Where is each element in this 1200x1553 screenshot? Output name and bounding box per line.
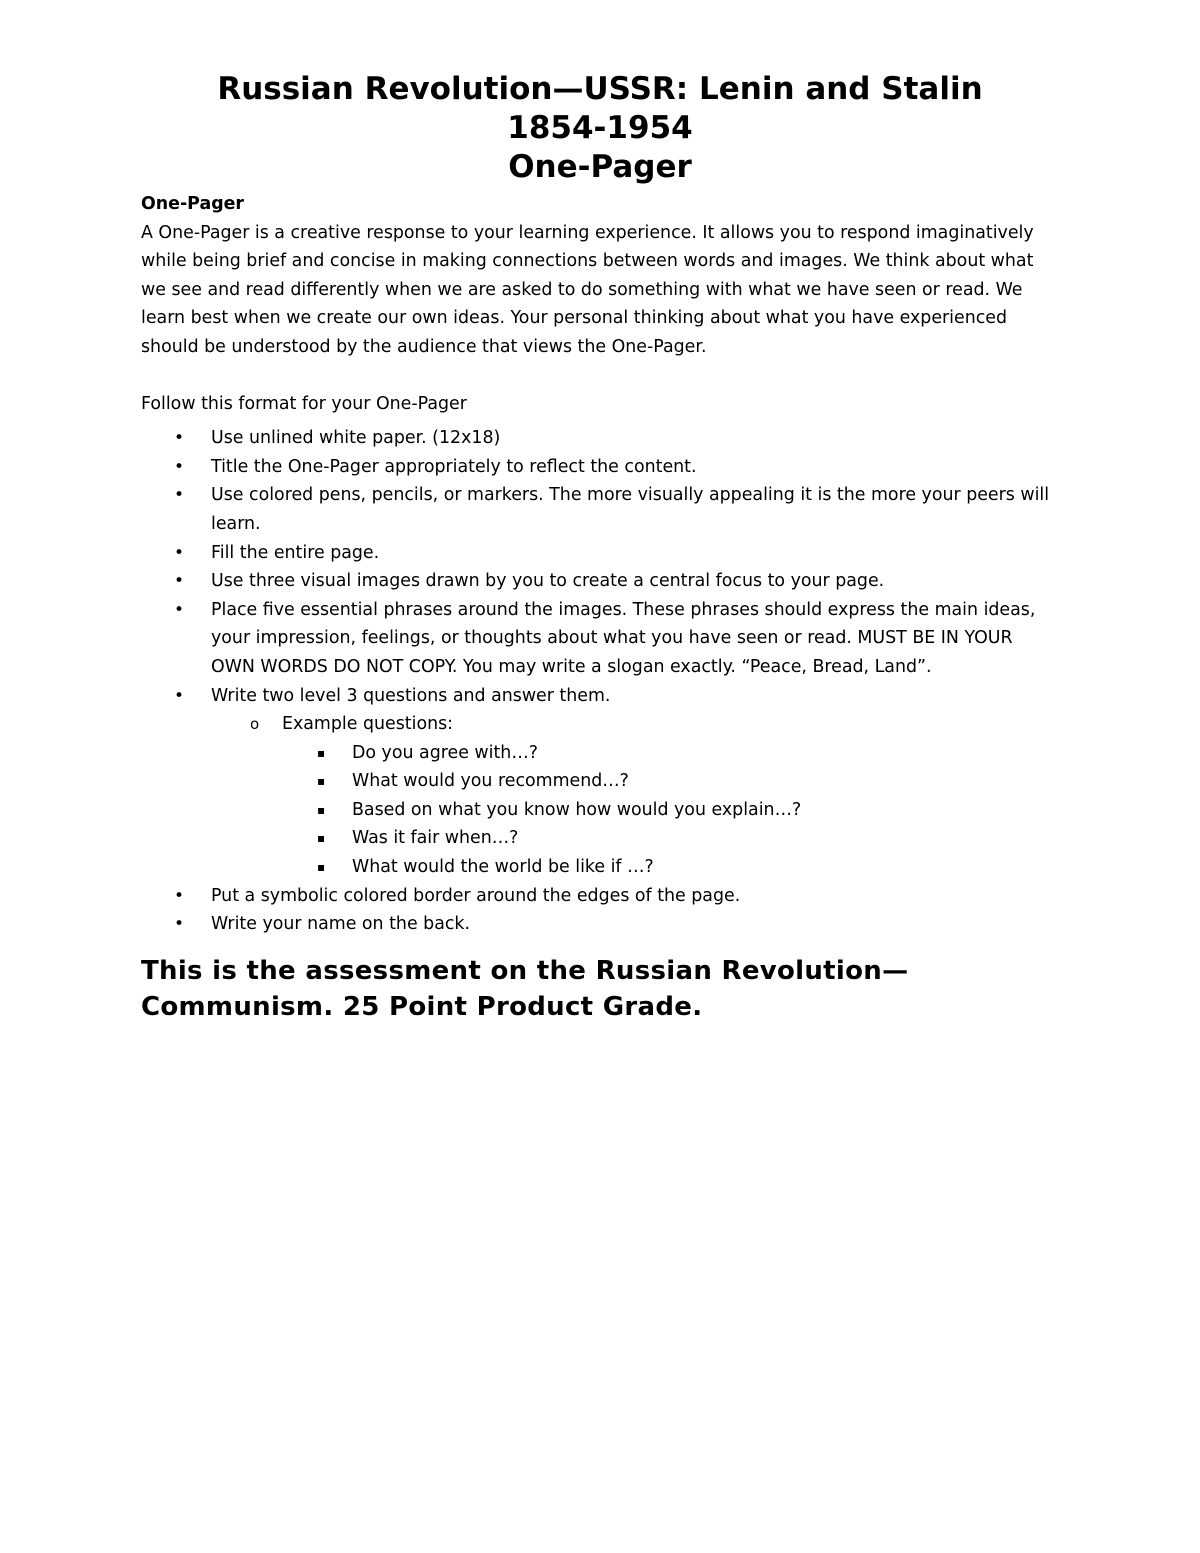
bullet-marker: • [174, 599, 185, 620]
document-title [140, 70, 1060, 187]
example-question [282, 853, 1051, 882]
example-question [282, 739, 1051, 768]
list-item-text: Put a symbolic colored border around the edges of the page. [211, 885, 741, 906]
list-item [141, 453, 1051, 482]
list-item-text: Title the One-Pager appropriately to reflect the content. [211, 456, 697, 477]
example-question-text: What would you recommend…? [352, 771, 629, 792]
list-item [141, 481, 1051, 538]
list-item [141, 682, 1051, 882]
list-item [141, 596, 1051, 682]
square-bullet-marker: ▪ [317, 831, 326, 846]
example-question-text: Based on what you know how would you explain…? [352, 799, 802, 820]
example-questions-list [282, 739, 1051, 882]
example-question [282, 824, 1051, 853]
document-body [141, 190, 1051, 1025]
list-item [141, 910, 1051, 939]
example-sublist [211, 710, 1051, 882]
square-bullet-marker: ▪ [317, 860, 326, 875]
assessment-line-2: Communism. 25 Point Product Grade. [141, 991, 703, 1022]
bullet-marker: • [174, 428, 185, 449]
example-question-text: Was it fair when…? [352, 828, 519, 849]
bullet-marker: • [174, 456, 185, 477]
list-item-text: Write two level 3 questions and answer them. [211, 685, 611, 706]
example-question-text: Do you agree with…? [352, 742, 538, 763]
assessment-line-1: This is the assessment on the Russian Revolution— [141, 955, 909, 986]
section-heading: One-Pager [141, 194, 245, 214]
square-bullet-marker: ▪ [317, 774, 326, 789]
list-item [141, 882, 1051, 911]
list-item-text: Fill the entire page. [211, 542, 380, 563]
intro-paragraph: A One-Pager is a creative response to your learning experience. It allows you to respond imaginatively while being brief and concise in making connections between words and images. We think about what we see and read differently when we are asked to do something with what we have seen or read. We learn best when we create our own ideas. Your personal thinking about what you have experienced should be understood by the audience that views the One-Pager. [141, 222, 1034, 357]
bullet-marker: • [174, 885, 185, 906]
list-item [141, 567, 1051, 596]
example-question [282, 796, 1051, 825]
list-item [141, 424, 1051, 453]
bullet-marker: • [174, 571, 185, 592]
list-item-text: Use colored pens, pencils, or markers. The more visually appealing it is the more your peers will learn. [211, 485, 1050, 534]
list-item-text: Use three visual images drawn by you to create a central focus to your page. [211, 571, 885, 592]
paragraph-spacer [141, 362, 1051, 390]
title-line-3: One-Pager [508, 149, 692, 185]
square-bullet-marker: ▪ [317, 802, 326, 817]
bullet-marker: • [174, 542, 185, 563]
sublist-item [211, 710, 1051, 882]
bullet-marker: • [174, 685, 185, 706]
square-bullet-marker: ▪ [317, 745, 326, 760]
list-item-text: Write your name on the back. [211, 914, 471, 935]
format-intro: Follow this format for your One-Pager [141, 393, 467, 414]
list-item [141, 539, 1051, 568]
sub-bullet-marker: o [250, 715, 260, 734]
bullet-marker: • [174, 485, 185, 506]
title-line-2: 1854-1954 [507, 110, 693, 146]
format-list [141, 424, 1051, 939]
title-line-1: Russian Revolution—USSR: Lenin and Stalin [217, 71, 983, 107]
list-item-text: Use unlined white paper. (12x18) [211, 428, 501, 449]
example-question [282, 767, 1051, 796]
sublist-label: Example questions: [282, 714, 454, 735]
list-item-text: Place five essential phrases around the images. These phrases should express the main ideas, your impression, feelings, or thoughts about what you have seen or read. MUST BE IN YOUR OWN WORDS DO NOT COPY. You may write a slogan exactly. “Peace, Bread, Land”. [211, 599, 1036, 677]
example-question-text: What would the world be like if …? [352, 857, 654, 878]
assessment-statement [141, 953, 1051, 1025]
bullet-marker: • [174, 914, 185, 935]
